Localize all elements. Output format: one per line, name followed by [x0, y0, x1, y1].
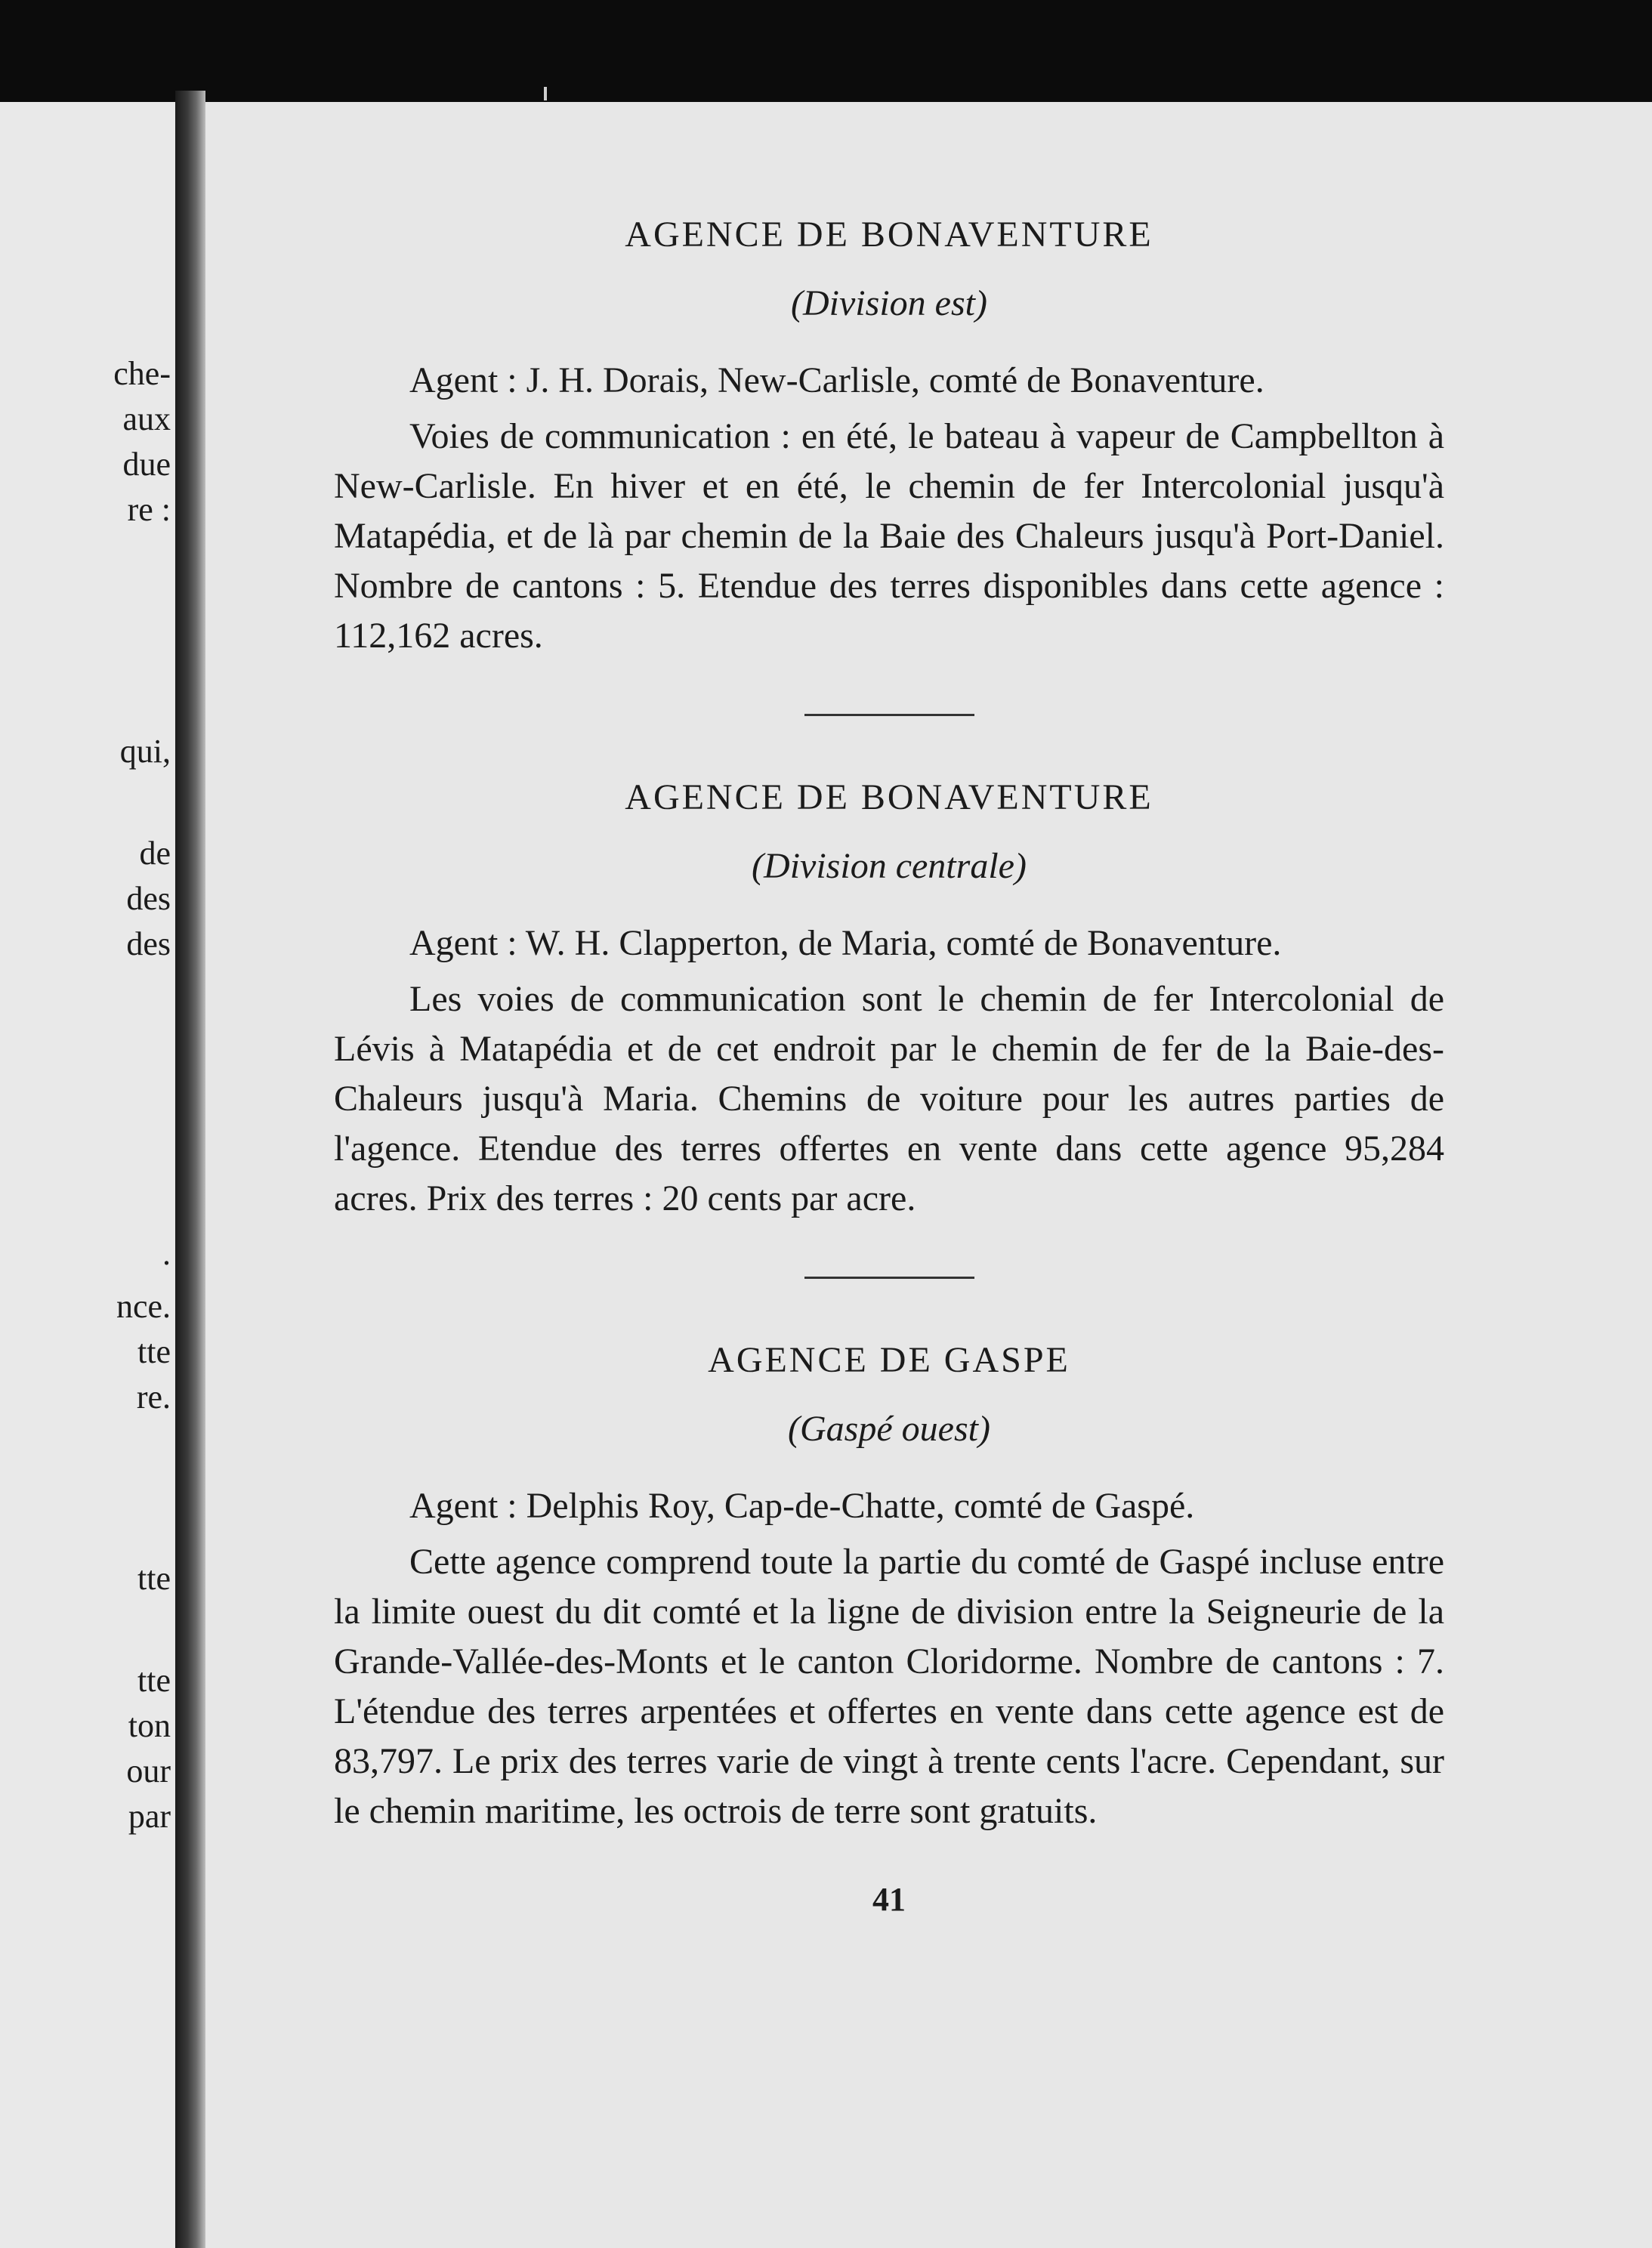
left-text-fragment: tte	[137, 1662, 171, 1699]
main-page	[205, 102, 1652, 2248]
left-text-fragment: our	[126, 1752, 171, 1789]
left-text-fragment: .	[162, 1235, 171, 1272]
section-paragraph: Voies de communication : en été, le bateau à vapeur de Campbellton à New-Carlisle. En hiver et en été, le chemin de fer Intercolonial jusqu'à Matapédia, et de là par chemin de la Baie des Chaleurs jusqu'à Port-Daniel. Nombre de cantons : 5. Etendue des terres disponibles dans cette agence : 112,162 acres.	[334, 416, 1444, 656]
left-text-fragment: tte	[137, 1560, 171, 1597]
section-title: AGENCE DE BONAVENTURE	[625, 777, 1153, 817]
section-division: (Division est)	[791, 283, 987, 323]
left-text-fragment: ton	[128, 1707, 171, 1744]
left-text-fragment: tte	[137, 1333, 171, 1370]
section-division: (Division centrale)	[752, 846, 1027, 886]
section-bonaventure-est	[334, 214, 1444, 661]
left-text-fragment: nce.	[116, 1288, 171, 1325]
page-number: 41	[872, 1881, 906, 1918]
left-text-fragment: aux	[122, 400, 171, 437]
section-bonaventure-centrale	[334, 777, 1444, 1224]
left-text-fragment: re.	[136, 1379, 171, 1416]
left-text-fragment: des	[126, 880, 171, 917]
left-text-fragment: des	[126, 925, 171, 962]
left-text-fragment: qui,	[119, 733, 171, 770]
page-content	[334, 214, 1444, 1919]
section-divider	[804, 714, 974, 716]
section-paragraph: Les voies de communication sont le chemin de fer Intercolonial de Lévis à Matapédia et de cet endroit par le chemin de fer de la Baie-des-Chaleurs jusqu'à Maria. Chemins de voiture pour les autres parties de l'agence. Etendue des terres offertes en vente dans cette agence 95,284 acres. Prix des terres : 20 cents par acre.	[334, 979, 1444, 1218]
section-gaspe-ouest	[334, 1339, 1444, 1836]
section-title: AGENCE DE BONAVENTURE	[625, 215, 1153, 255]
left-text-fragment: re :	[127, 491, 171, 528]
left-text-fragment: che-	[113, 355, 171, 392]
section-divider	[804, 1277, 974, 1279]
agent-line: Agent : J. H. Dorais, New-Carlisle, comté de Bonaventure.	[409, 360, 1264, 400]
left-facing-page	[0, 102, 175, 2248]
left-text-fragment: de	[139, 835, 171, 872]
book-gutter	[175, 91, 205, 2248]
section-division: (Gaspé ouest)	[788, 1409, 990, 1449]
agent-line: Agent : Delphis Roy, Cap-de-Chatte, comté de Gaspé.	[409, 1486, 1195, 1526]
section-paragraph: Cette agence comprend toute la partie du comté de Gaspé incluse entre la limite ouest du dit comté et la ligne de division entre la Seigneurie de la Grande-Vallée-des-Monts et le canton Cloridorme. Nombre de cantons : 7. L'étendue des terres arpentées et offertes en vente dans cette agence est de 83,797. Le prix des terres varie de vingt à trente cents l'acre. Cependant, sur le chemin maritime, les octrois de terre sont gratuits.	[334, 1542, 1444, 1831]
agent-line: Agent : W. H. Clapperton, de Maria, comté de Bonaventure.	[409, 923, 1282, 963]
left-text-fragment: due	[122, 446, 171, 483]
left-text-fragment: par	[128, 1798, 171, 1835]
section-title: AGENCE DE GASPE	[708, 1340, 1070, 1380]
scan-artifact	[544, 87, 547, 100]
